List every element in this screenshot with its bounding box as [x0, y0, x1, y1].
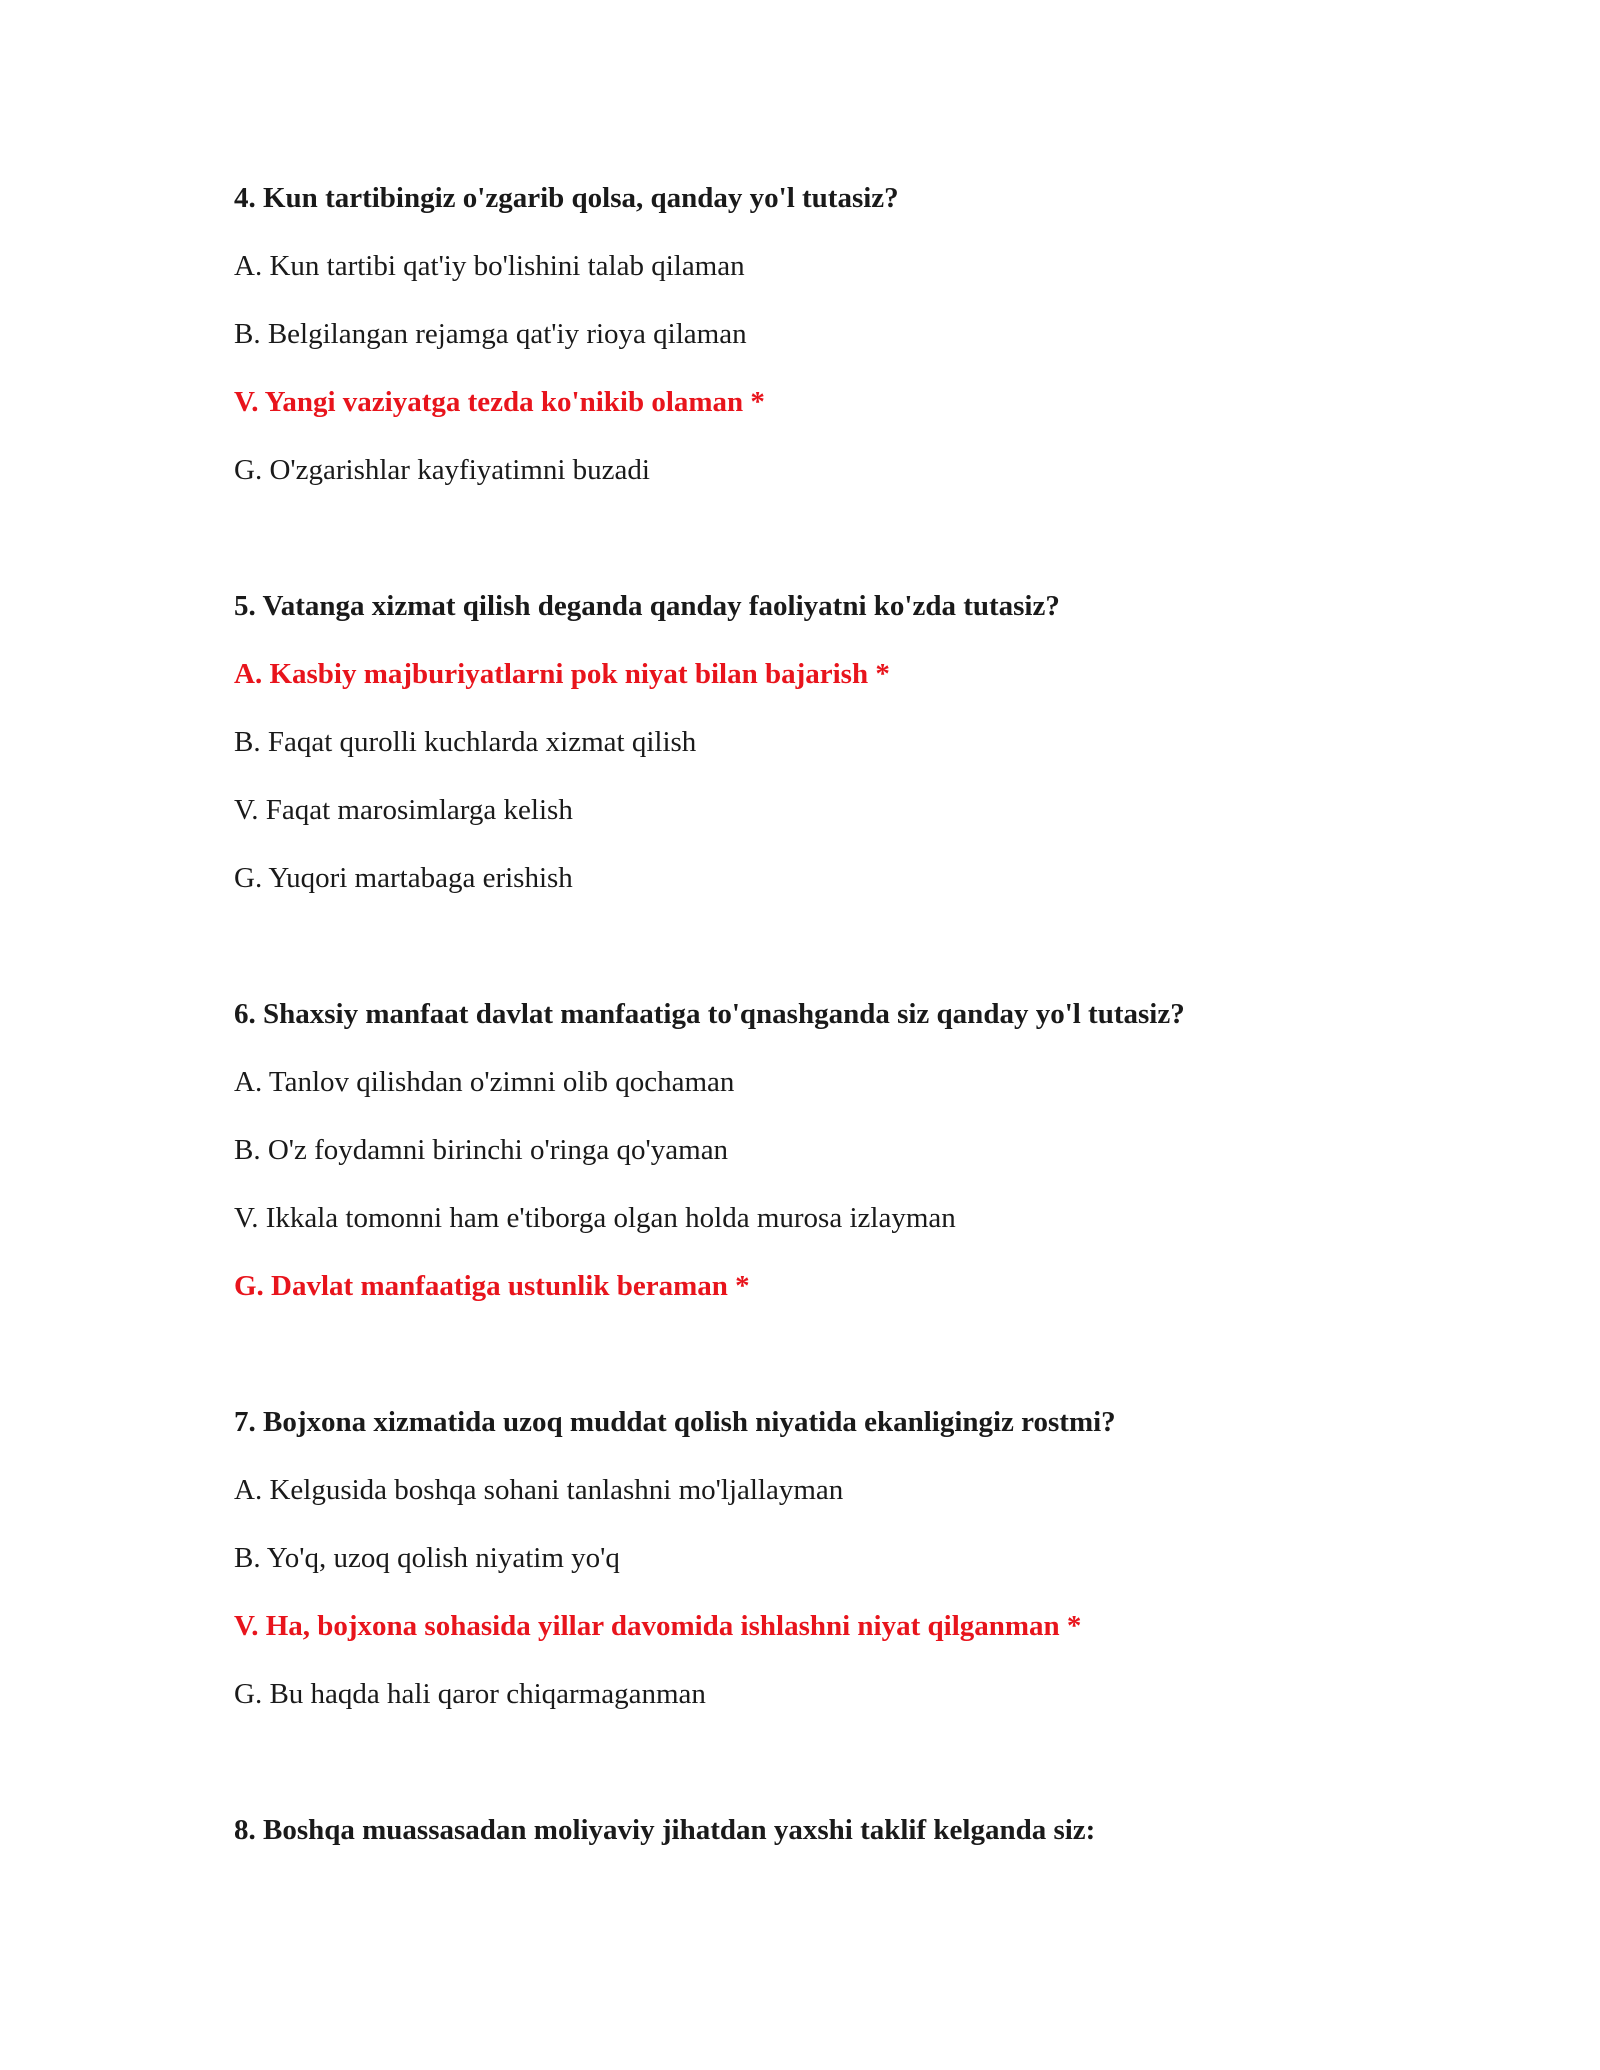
- question-spacer: [234, 929, 1364, 997]
- question-7: [234, 1405, 1364, 1711]
- option-v-correct: V. Ha, bojxona sohasida yillar davomida ishlashni niyat qilganman *: [234, 1610, 1082, 1642]
- option-g: G. O'zgarishlar kayfiyatimni buzadi: [234, 454, 650, 486]
- question-title: 4. Kun tartibingiz o'zgarib qolsa, qanday yo'l tutasiz?: [234, 182, 899, 214]
- question-title: 6. Shaxsiy manfaat davlat manfaatiga to'qnashganda siz qanday yo'l tutasiz?: [234, 998, 1185, 1030]
- question-spacer: [234, 521, 1364, 589]
- option-g: G. Bu haqda hali qaror chiqarmaganman: [234, 1678, 706, 1710]
- question-5: [234, 589, 1364, 895]
- option-b: B. Yo'q, uzoq qolish niyatim yo'q: [234, 1542, 620, 1574]
- option-g-correct: G. Davlat manfaatiga ustunlik beraman *: [234, 1270, 750, 1302]
- question-spacer: [234, 1337, 1364, 1405]
- option-a-correct: A. Kasbiy majburiyatlarni pok niyat bilan bajarish *: [234, 658, 890, 690]
- option-b: B. O'z foydamni birinchi o'ringa qo'yaman: [234, 1134, 729, 1166]
- option-b: B. Faqat qurolli kuchlarda xizmat qilish: [234, 726, 697, 758]
- document-page: [234, 181, 1364, 1881]
- option-b: B. Belgilangan rejamga qat'iy rioya qilaman: [234, 318, 747, 350]
- option-v: V. Ikkala tomonni ham e'tiborga olgan holda murosa izlayman: [234, 1202, 956, 1234]
- option-a: A. Tanlov qilishdan o'zimni olib qochaman: [234, 1066, 735, 1098]
- option-g: G. Yuqori martabaga erishish: [234, 862, 573, 894]
- option-a: A. Kun tartibi qat'iy bo'lishini talab qilaman: [234, 250, 745, 282]
- question-title: 7. Bojxona xizmatida uzoq muddat qolish niyatida ekanligingiz rostmi?: [234, 1406, 1116, 1438]
- question-4: [234, 181, 1364, 487]
- option-a: A. Kelgusida boshqa sohani tanlashni mo'ljallayman: [234, 1474, 844, 1506]
- question-8: [234, 1813, 1364, 1847]
- question-title: 5. Vatanga xizmat qilish deganda qanday faoliyatni ko'zda tutasiz?: [234, 590, 1060, 622]
- question-title: 8. Boshqa muassasadan moliyaviy jihatdan yaxshi taklif kelganda siz:: [234, 1814, 1096, 1846]
- question-6: [234, 997, 1364, 1303]
- question-spacer: [234, 1745, 1364, 1813]
- option-v: V. Faqat marosimlarga kelish: [234, 794, 573, 826]
- option-v-correct: V. Yangi vaziyatga tezda ko'nikib olaman *: [234, 386, 765, 418]
